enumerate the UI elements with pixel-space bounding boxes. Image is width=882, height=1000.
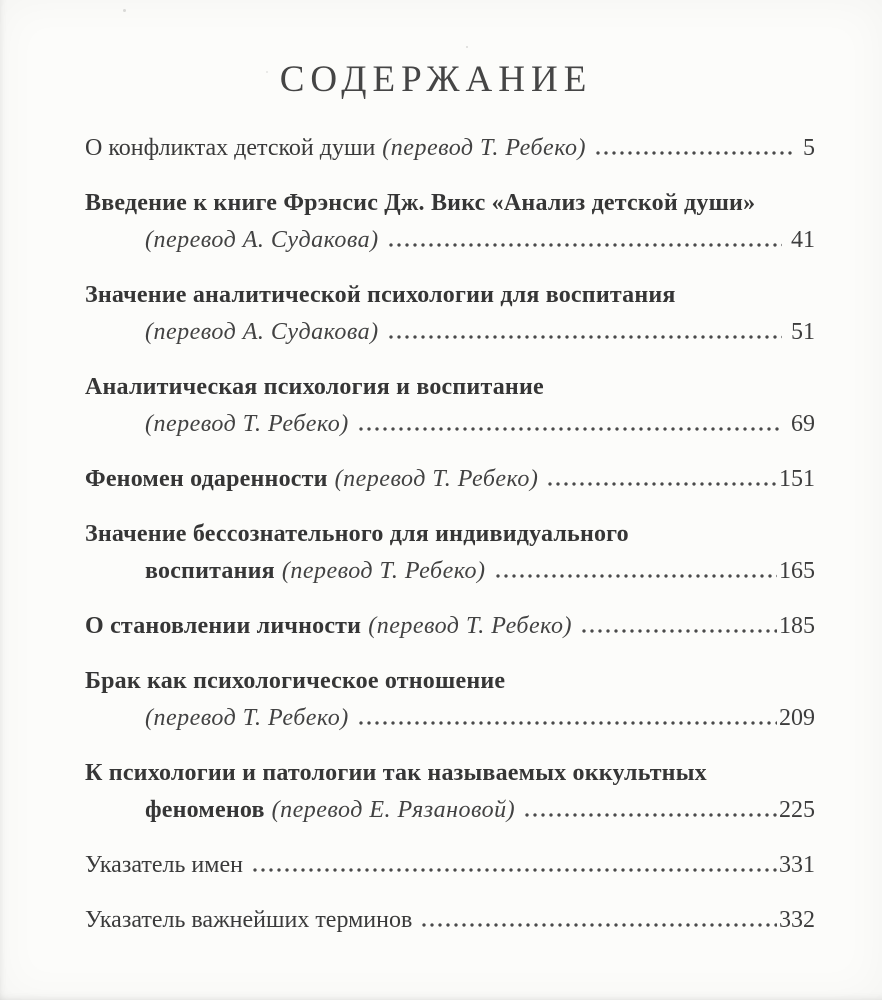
toc-line xyxy=(85,608,815,645)
entry-title: О становлении личности xyxy=(85,613,362,639)
page-title: СОДЕРЖАНИЕ xyxy=(279,59,593,100)
table-of-contents xyxy=(85,130,815,939)
toc-line xyxy=(85,902,815,939)
entry-translator: (перевод Т. Ребеко) xyxy=(382,135,587,161)
page-number: 69 xyxy=(791,411,815,437)
entry-translator: (перевод А. Судакова) xyxy=(145,227,379,253)
entry-title: Феномен одаренности xyxy=(85,466,328,492)
dot-leader xyxy=(251,868,777,872)
entry-translator: (перевод Е. Рязановой) xyxy=(271,797,516,823)
toc-line xyxy=(85,406,815,443)
dot-leader xyxy=(546,482,777,486)
toc-entry xyxy=(85,755,815,829)
toc-line xyxy=(85,700,815,737)
dot-leader xyxy=(594,151,794,155)
toc-entry xyxy=(85,902,815,939)
toc-entry xyxy=(85,185,815,259)
page-number: 5 xyxy=(803,135,815,161)
toc-line xyxy=(85,516,815,553)
page-number: 225 xyxy=(779,797,815,823)
toc-line xyxy=(85,314,815,351)
toc-line xyxy=(85,663,815,700)
toc-entry xyxy=(85,847,815,884)
entry-translator: (перевод А. Судакова) xyxy=(145,319,379,345)
toc-entry xyxy=(85,130,815,167)
page-number: 51 xyxy=(791,319,815,345)
toc-line xyxy=(85,369,815,406)
entry-title: Значение аналитической психологии для воспитания xyxy=(85,282,676,308)
toc-line xyxy=(85,847,815,884)
toc-line xyxy=(85,553,815,590)
entry-title: Значение бессознательного для индивидуального xyxy=(85,521,629,547)
dot-leader xyxy=(357,427,782,431)
dot-leader xyxy=(357,721,777,725)
toc-line xyxy=(85,277,815,314)
entry-title: Указатель важнейших терминов xyxy=(85,907,413,933)
scan-speck xyxy=(123,9,126,12)
toc-line xyxy=(85,792,815,829)
toc-line xyxy=(85,755,815,792)
entry-translator: (перевод Т. Ребеко) xyxy=(334,466,539,492)
entry-translator: (перевод Т. Ребеко) xyxy=(145,705,349,731)
entry-title: Указатель имен xyxy=(85,852,243,878)
page-number: 41 xyxy=(791,227,815,253)
page-number: 332 xyxy=(779,907,815,933)
page-number: 151 xyxy=(779,466,815,492)
entry-title: Брак как психологическое отношение xyxy=(85,668,506,694)
entry-title: К психологии и патологии так называемых оккультных xyxy=(85,760,707,786)
page-number: 165 xyxy=(779,558,815,584)
toc-entry xyxy=(85,663,815,737)
toc-line xyxy=(85,185,815,222)
entry-title-continued: воспитания xyxy=(145,558,275,584)
toc-line xyxy=(85,461,815,498)
dot-leader xyxy=(387,243,782,247)
toc-entry xyxy=(85,461,815,498)
dot-leader xyxy=(494,574,777,578)
toc-line xyxy=(85,130,815,167)
toc-entry xyxy=(85,277,815,351)
toc-entry xyxy=(85,369,815,443)
dot-leader xyxy=(387,335,782,339)
entry-translator: (перевод Т. Ребеко) xyxy=(145,411,349,437)
toc-entry xyxy=(85,608,815,645)
page-number: 185 xyxy=(779,613,815,639)
entry-title: О конфликтах детской души xyxy=(85,135,376,161)
scan-speck xyxy=(466,46,468,48)
entry-title-continued: феноменов xyxy=(145,797,265,823)
entry-title: Введение к книге Фрэнсис Дж. Викс «Анализ детской души» xyxy=(85,190,756,216)
dot-leader xyxy=(580,629,777,633)
page-number: 331 xyxy=(779,852,815,878)
entry-translator: (перевод Т. Ребеко) xyxy=(368,613,572,639)
toc-line xyxy=(85,222,815,259)
toc-entry xyxy=(85,516,815,590)
entry-translator: (перевод Т. Ребеко) xyxy=(281,558,486,584)
page-number: 209 xyxy=(779,705,815,731)
dot-leader xyxy=(420,923,777,927)
dot-leader xyxy=(523,813,777,817)
entry-title: Аналитическая психология и воспитание xyxy=(85,374,544,400)
